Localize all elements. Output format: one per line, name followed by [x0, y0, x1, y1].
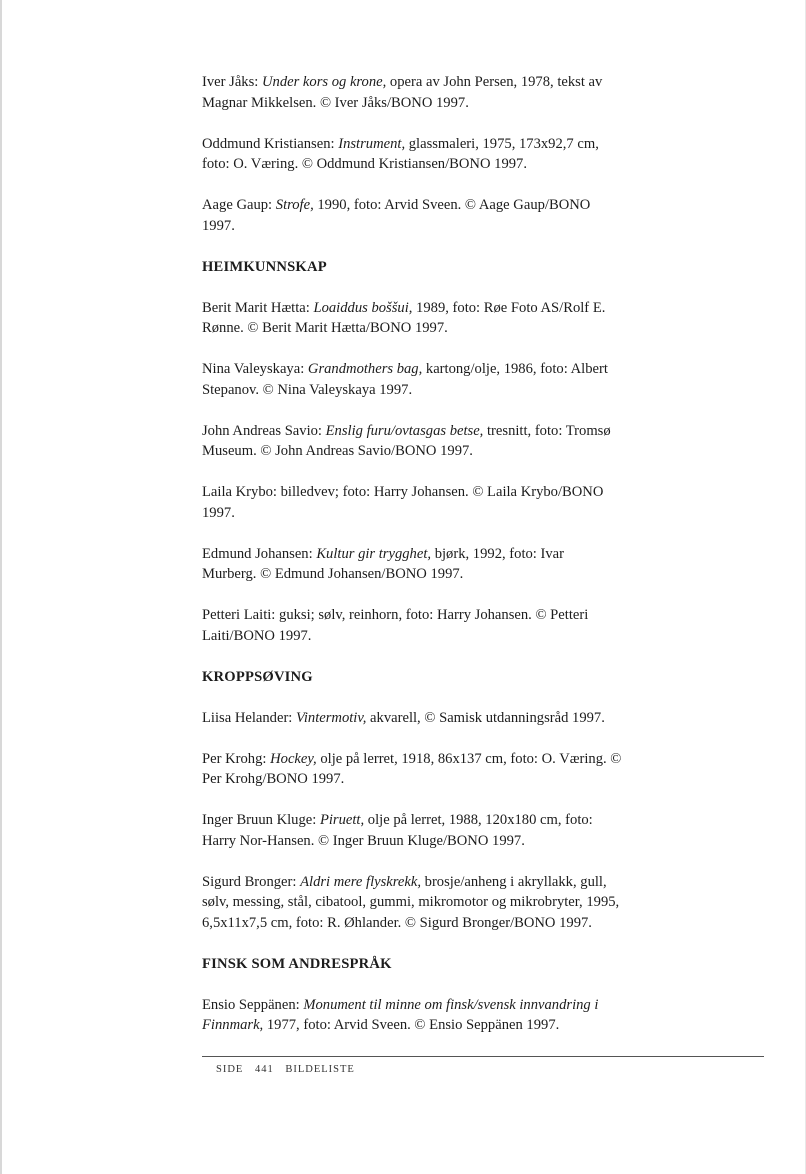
- artist-name: Iver Jåks:: [202, 74, 262, 90]
- artwork-details: olje på lerret, 1918, 86x137 cm, foto: O. Væring. © Per Krohg/BONO 1997.: [202, 750, 622, 787]
- picture-credit-entry: [202, 810, 622, 851]
- artwork-title: Piruett,: [319, 812, 365, 828]
- artwork-details: 1989, foto: Røe Foto AS/Rolf E. Rønne. © Berit Marit Hætta/BONO 1997.: [202, 299, 606, 336]
- artist-name: Aage Gaup:: [202, 197, 276, 213]
- artist-name: Inger Bruun Kluge:: [202, 812, 320, 828]
- artist-name: Berit Marit Hætta:: [202, 299, 314, 316]
- artwork-title: Instrument,: [338, 135, 406, 152]
- picture-credit-entry: [202, 134, 622, 175]
- artwork-title: Loaiddus boššui,: [313, 299, 413, 316]
- picture-credit-entry: [202, 359, 622, 400]
- artist-name: Per Krohg:: [202, 750, 271, 767]
- artwork-title: Strofe,: [275, 197, 314, 213]
- artwork-title: Kultur gir trygghet,: [316, 545, 432, 562]
- artist-name: Nina Valeyskaya:: [202, 361, 308, 377]
- section-heading: FINSK SOM ANDRESPRÅK: [202, 955, 392, 972]
- artwork-details: billedvev; foto: Harry Johansen. © Laila Krybo/BONO 1997.: [202, 484, 604, 521]
- artwork-details: olje på lerret, 1988, 120x180 cm, foto: Harry Nor-Hansen. © Inger Bruun Kluge/BONO 1997.: [202, 812, 593, 849]
- footer-page-number: 441: [254, 1064, 274, 1075]
- artwork-details: kartong/olje, 1986, foto: Albert Stepanov. © Nina Valeyskaya 1997.: [202, 361, 608, 398]
- artist-name: Edmund Johansen:: [202, 545, 317, 562]
- artwork-details: bjørk, 1992, foto: Ivar Murberg. © Edmund Johansen/BONO 1997.: [202, 545, 564, 582]
- artwork-title: Vintermotiv,: [296, 709, 367, 726]
- artwork-details: guksi; sølv, reinhorn, foto: Harry Johansen. © Petteri Laiti/BONO 1997.: [202, 607, 589, 644]
- artwork-title: Hockey,: [270, 750, 317, 767]
- artwork-details: 1990, foto: Arvid Sveen. © Aage Gaup/BONO 1997.: [202, 197, 591, 234]
- picture-credit-entry: [202, 482, 622, 523]
- page-left-edge: [0, 0, 2, 1174]
- picture-credit-entry: [202, 421, 622, 462]
- artist-name: Sigurd Bronger:: [202, 873, 301, 890]
- footer-side-label: SIDE: [216, 1064, 244, 1075]
- section-heading: KROPPSØVING: [202, 668, 313, 685]
- picture-credit-entry: [202, 749, 622, 790]
- page-footer: [216, 1064, 363, 1075]
- artwork-details: glassmaleri, 1975, 173x92,7 cm, foto: O. Væring. © Oddmund Kristiansen/BONO 1997.: [202, 135, 599, 172]
- section-heading: HEIMKUNNSKAP: [202, 258, 327, 275]
- artist-name: Laila Krybo:: [202, 484, 281, 500]
- artwork-details: opera av John Persen, 1978, tekst av Magnar Mikkelsen. © Iver Jåks/BONO 1997.: [202, 74, 603, 111]
- footer-section-label: BILDELISTE: [285, 1064, 355, 1075]
- picture-credit-entry: [202, 605, 622, 646]
- footer-rule: [202, 1056, 764, 1057]
- artwork-details: brosje/anheng i akryllakk, gull, sølv, messing, stål, cibatool, gummi, mikromotor og mikrobryter, 1995, 6,5x11x7,5 cm, foto: R. Øhlander. © Sigurd Bronger/BONO 1997.: [202, 873, 620, 931]
- artwork-details: 1977, foto: Arvid Sveen. © Ensio Seppänen 1997.: [263, 1017, 560, 1033]
- picture-credit-entry: [202, 298, 622, 339]
- artwork-details: tresnitt, foto: Tromsø Museum. © John Andreas Savio/BONO 1997.: [202, 422, 611, 459]
- artist-name: Liisa Helander:: [202, 709, 297, 726]
- artist-name: John Andreas Savio:: [202, 422, 326, 439]
- picture-credit-entry: [202, 195, 622, 236]
- artist-name: Ensio Seppänen:: [202, 996, 304, 1013]
- picture-credit-entry: [202, 544, 622, 585]
- artist-name: Petteri Laiti:: [202, 607, 280, 623]
- picture-credit-entry: [202, 872, 622, 934]
- artwork-title: Aldri mere flyskrekk,: [300, 873, 421, 890]
- artwork-details: akvarell, © Samisk utdanningsråd 1997.: [366, 709, 605, 726]
- artist-name: Oddmund Kristiansen:: [202, 135, 339, 152]
- picture-credit-entry: [202, 72, 622, 113]
- artwork-title: Under kors og krone,: [261, 74, 387, 90]
- picture-list: [202, 72, 622, 1056]
- artwork-title: Enslig furu/ovtasgas betse,: [325, 422, 484, 439]
- artwork-title: Monument til minne om finsk/svensk innvandring i Finnmark,: [202, 996, 599, 1033]
- artwork-title: Grandmothers bag,: [307, 361, 423, 377]
- picture-credit-entry: [202, 995, 622, 1036]
- picture-credit-entry: [202, 708, 622, 729]
